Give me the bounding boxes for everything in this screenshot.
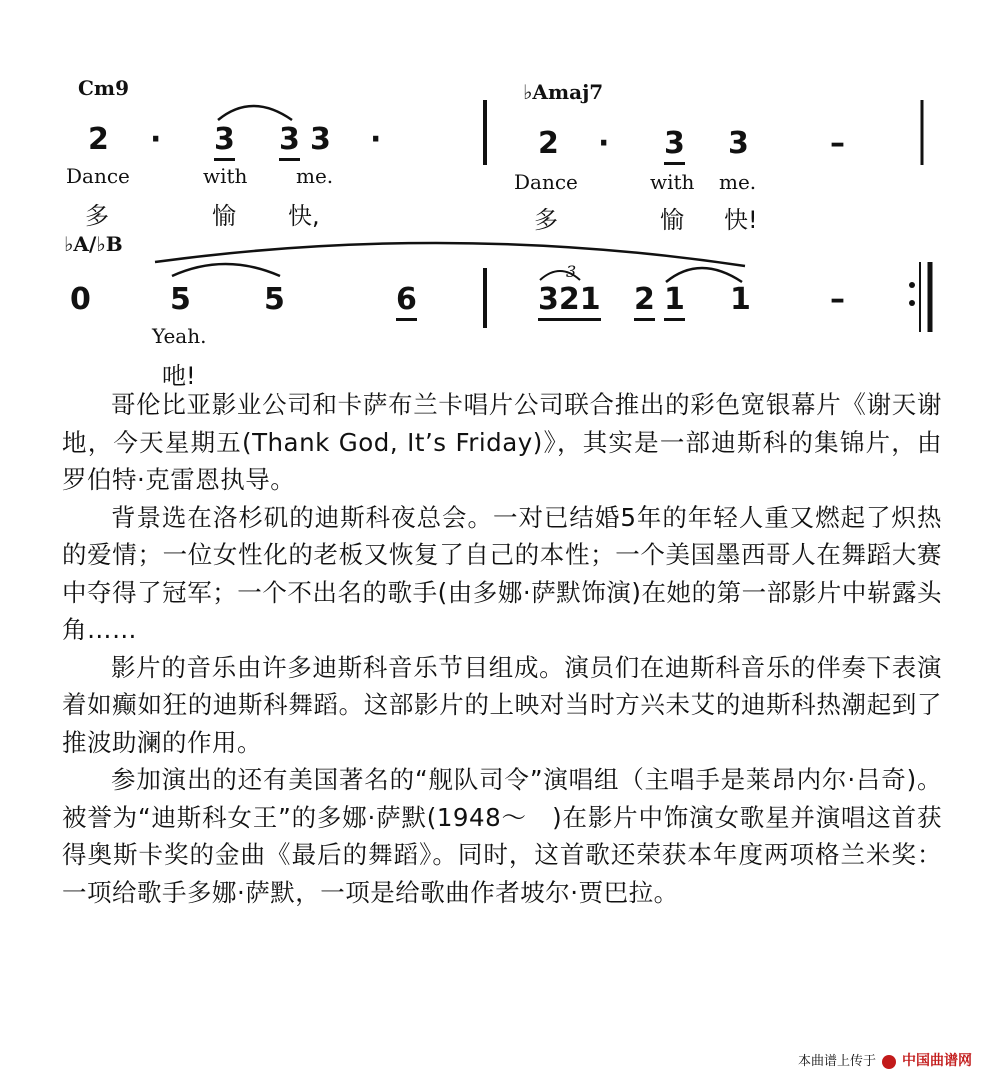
- slur: [218, 106, 292, 120]
- dash-extension: –: [830, 126, 845, 161]
- slur: [172, 264, 280, 276]
- triplet-notes: 321: [538, 282, 601, 321]
- lyric-zh: 快!: [724, 206, 758, 234]
- lyric-en: me.: [296, 164, 334, 188]
- lyric-en: Yeah.: [152, 324, 207, 348]
- triplet-mark: 3: [566, 262, 577, 281]
- footer-watermark: [798, 1050, 972, 1070]
- chord-symbol: ♭Amaj7: [523, 80, 604, 104]
- lyric-en: with: [203, 164, 248, 188]
- footer-upload-text: 本曲谱上传于: [798, 1054, 877, 1069]
- dot-extension: ·: [370, 122, 382, 157]
- note: 2: [634, 282, 655, 321]
- rest: 0: [70, 282, 91, 317]
- paragraph: 背景选在洛杉矶的迪斯科夜总会。一对已结婚5年的年轻人重又燃起了炽热的爱情；一位女性化的老板又恢复了自己的本性；一个美国墨西哥人在舞蹈大赛中夺得了冠军；一个不出名的歌手(由多娜·萨默饰演)在她的第一部影片中崭露头角……: [62, 502, 942, 644]
- score-notation-marks: [0, 0, 1000, 400]
- lyric-zh: 多: [85, 202, 109, 230]
- note: 3: [214, 122, 235, 161]
- note: 2: [88, 122, 109, 157]
- chord-symbol: Cm9: [78, 76, 129, 100]
- lyric-en: Dance: [514, 170, 578, 194]
- site-logo-icon: [882, 1055, 896, 1069]
- note: 3: [279, 122, 300, 161]
- lyric-en: me.: [719, 170, 757, 194]
- repeat-dot: [909, 282, 915, 288]
- article-body: [62, 386, 942, 911]
- note: 3: [728, 126, 749, 161]
- note: 1: [664, 282, 685, 321]
- note: 2: [538, 126, 559, 161]
- dot-extension: ·: [150, 122, 162, 157]
- paragraph: 哥伦比亚影业公司和卡萨布兰卡唱片公司联合推出的彩色宽银幕片《谢天谢地，今天星期五(Thank God, It’s Friday)》，其实是一部迪斯科的集锦片，由罗伯特·克雷恩执导。: [62, 390, 942, 494]
- tie-long: [155, 243, 745, 266]
- chord-symbol: ♭A/♭B: [64, 232, 123, 256]
- footer-site-name[interactable]: 中国曲谱网: [902, 1053, 973, 1069]
- note: 5: [264, 282, 285, 317]
- lyric-zh: 快,: [288, 202, 320, 230]
- note: 6: [396, 282, 417, 321]
- lyric-zh: 吔!: [162, 362, 196, 390]
- triplet-arc: [540, 271, 580, 280]
- note: 5: [170, 282, 191, 317]
- lyric-zh: 愉: [660, 206, 684, 234]
- lyric-en: Dance: [66, 164, 130, 188]
- repeat-dot: [909, 300, 915, 306]
- note: 1: [730, 282, 751, 317]
- paragraph: 参加演出的还有美国著名的“舰队司令”演唱组（主唱手是莱昂内尔·吕奇)。被誉为“迪斯科女王”的多娜·萨默(1948～ )在影片中饰演女歌星并演唱这首获得奥斯卡奖的金曲《最后的舞蹈》。同时，这首歌还荣获本年度两项格兰米奖：一项给歌手多娜·萨默，一项是给歌曲作者坡尔·贾巴拉。: [62, 765, 942, 907]
- dot-extension: ·: [598, 126, 610, 161]
- note: 3: [664, 126, 685, 165]
- lyric-zh: 愉: [212, 202, 236, 230]
- lyric-zh: 多: [534, 206, 558, 234]
- paragraph: 影片的音乐由许多迪斯科音乐节目组成。演员们在迪斯科音乐的伴奏下表演着如癫如狂的迪斯科舞蹈。这部影片的上映对当时方兴未艾的迪斯科热潮起到了推波助澜的作用。: [62, 652, 942, 757]
- lyric-en: with: [650, 170, 695, 194]
- slur: [666, 268, 742, 282]
- dash-extension: –: [830, 282, 845, 317]
- note: 3: [310, 122, 331, 157]
